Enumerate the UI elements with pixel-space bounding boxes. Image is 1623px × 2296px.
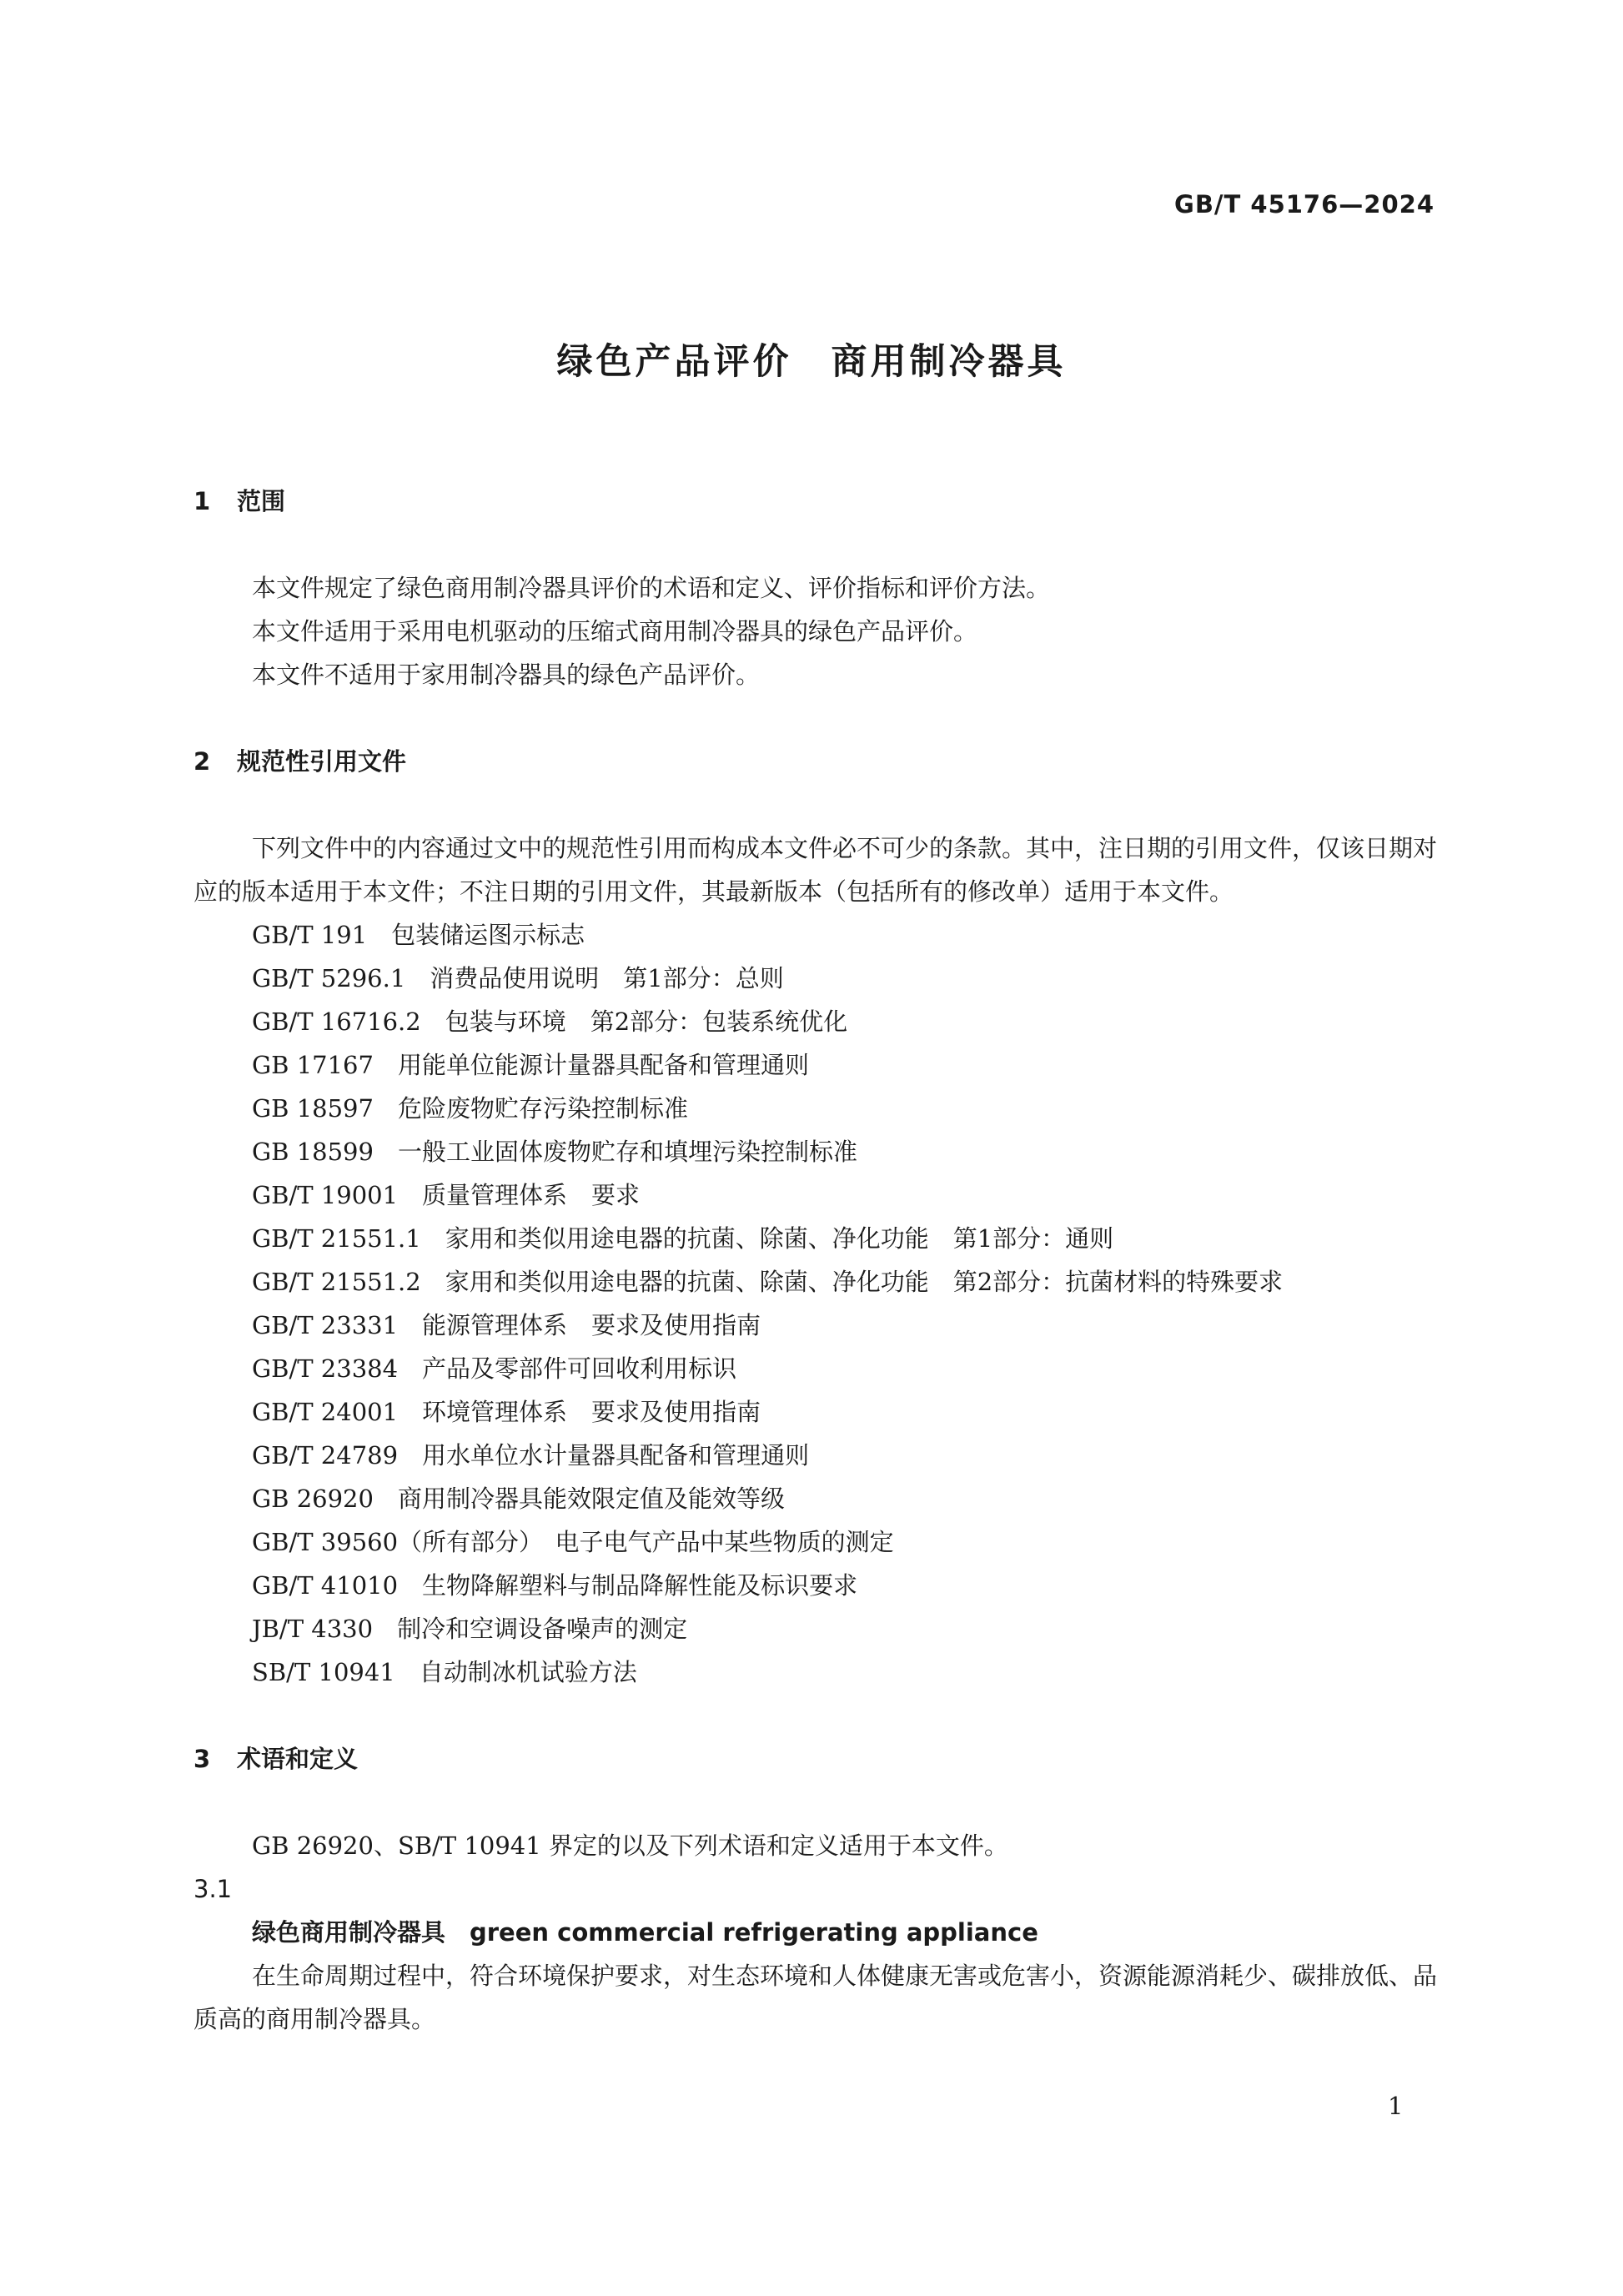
section-2-heading (193, 740, 1440, 783)
reference-item: SB/T 10941 自动制冰机试验方法 (252, 1658, 637, 1686)
reference-item: GB/T 24789 用水单位水计量器具配备和管理通则 (252, 1441, 810, 1470)
scope-paragraph: 本文件适用于采用电机驱动的压缩式商用制冷器具的绿色产品评价。 (252, 617, 978, 646)
reference-item: GB/T 41010 生物降解塑料与制品降解性能及标识要求 (252, 1571, 858, 1600)
terms-intro: GB 26920、SB/T 10941 界定的以及下列术语和定义适用于本文件。 (252, 1831, 1008, 1860)
term-definition: 在生命周期过程中，符合环境保护要求，对生态环境和人体健康无害或危害小，资源能源消耗少、碳排放低、品质高的商用制冷器具。 (193, 1962, 1438, 2033)
references-intro: 下列文件中的内容通过文中的规范性引用而构成本文件必不可少的条款。其中，注日期的引用文件，仅该日期对应的版本适用于本文件；不注日期的引用文件，其最新版本（包括所有的修改单）适用于本文件。 (193, 834, 1438, 906)
reference-item: GB 17167 用能单位能源计量器具配备和管理通则 (252, 1051, 809, 1079)
reference-item: GB 18599 一般工业固体废物贮存和填埋污染控制标准 (252, 1138, 857, 1166)
section-1-heading (193, 480, 1440, 523)
section-number: 1 (193, 487, 211, 515)
page-number: 1 (1388, 2092, 1404, 2120)
reference-item: JB/T 4330 制冷和空调设备噪声的测定 (252, 1615, 688, 1643)
standard-number: GB/T 45176—2024 (1174, 190, 1435, 219)
reference-item: GB/T 21551.2 家用和类似用途电器的抗菌、除菌、净化功能 第2部分：抗菌材料的特殊要求 (252, 1268, 1284, 1296)
reference-item: GB 18597 危险废物贮存污染控制标准 (252, 1094, 688, 1123)
scope-paragraph: 本文件不适用于家用制冷器具的绿色产品评价。 (252, 661, 761, 689)
clause-number: 3.1 (193, 1875, 233, 1903)
reference-item: GB 26920 商用制冷器具能效限定值及能效等级 (252, 1485, 785, 1513)
reference-item: GB/T 24001 环境管理体系 要求及使用指南 (252, 1398, 761, 1426)
reference-item: GB/T 23331 能源管理体系 要求及使用指南 (252, 1311, 761, 1339)
reference-item: GB/T 5296.1 消费品使用说明 第1部分：总则 (252, 964, 784, 992)
reference-item: GB/T 39560（所有部分） 电子电气产品中某些物质的测定 (252, 1528, 894, 1556)
section-number: 3 (193, 1745, 211, 1773)
term-heading: 绿色商用制冷器具 green commercial refrigerating appliance (252, 1918, 1038, 1947)
section-number: 2 (193, 747, 211, 776)
section-title: 术语和定义 (237, 1745, 359, 1773)
document-body (193, 480, 1440, 2041)
reference-item: GB/T 21551.1 家用和类似用途电器的抗菌、除菌、净化功能 第1部分：通则 (252, 1224, 1114, 1253)
section-title: 范围 (237, 487, 286, 515)
document-title: 绿色产品评价 商用制冷器具 (556, 341, 1067, 383)
scope-paragraph: 本文件规定了绿色商用制冷器具评价的术语和定义、评价指标和评价方法。 (252, 574, 1051, 602)
section-3-heading (193, 1737, 1440, 1781)
section-title: 规范性引用文件 (237, 747, 407, 776)
reference-item: GB/T 191 包装储运图示标志 (252, 921, 585, 949)
reference-item: GB/T 19001 质量管理体系 要求 (252, 1181, 641, 1209)
reference-item: GB/T 16716.2 包装与环境 第2部分：包装系统优化 (252, 1007, 848, 1036)
reference-item: GB/T 23384 产品及零部件可回收利用标识 (252, 1354, 737, 1383)
